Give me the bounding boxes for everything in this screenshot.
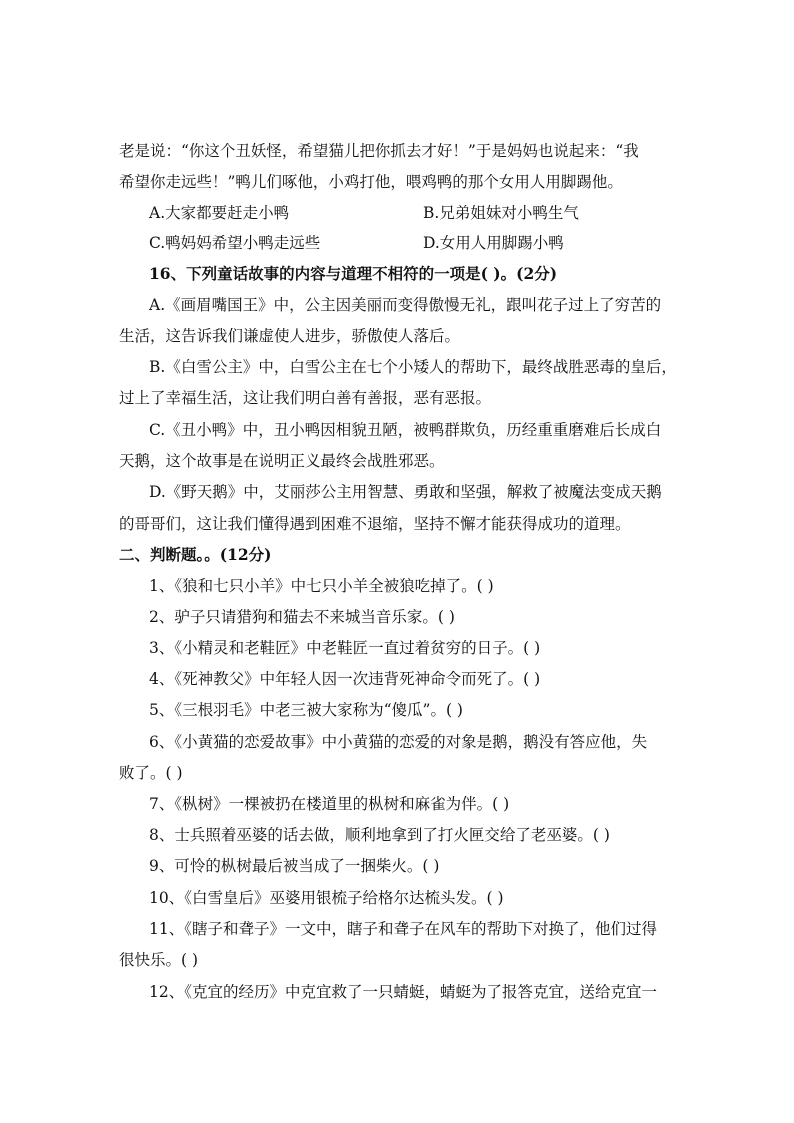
judge-item-6-line-2: 败了。( ) [119, 764, 183, 782]
q16-option-d-line-2: 的哥哥们，这让我们懂得遇到困难不退缩，坚持不懈才能获得成功的道理。 [119, 515, 631, 533]
q15-option-d: D.女用人用脚踢小鸭 [423, 234, 564, 252]
judge-item-9: 9、可怜的枞树最后被当成了一捆柴火。( ) [149, 857, 440, 875]
q16-option-c-line-2: 天鹅，这个故事是在说明正义最终会战胜邪恶。 [119, 452, 445, 470]
judge-item-12-line-1: 12、《克宜的经历》中克宜救了一只蜻蜓，蜻蜓为了报答克宜，送给克宜一 [149, 983, 657, 1001]
q16-option-a-line-2: 生活，这告诉我们谦虚使人进步，骄傲使人落后。 [119, 327, 461, 345]
q15-text-line-2: 希望你走远些！”鸭儿们啄他，小鸡打他，喂鸡鸭的那个女用人用脚踢他。 [119, 173, 623, 191]
judge-item-6-line-1: 6、《小黄猫的恋爱故事》中小黄猫的恋爱的对象是鹅，鹅没有答应他，失 [149, 733, 648, 751]
q16-option-b-line-2: 过上了幸福生活，这让我们明白善有善报，恶有恶报。 [119, 389, 492, 407]
q16-option-d-line-1: D.《野天鹅》中，艾丽莎公主用智慧、勇敢和坚强，解救了被魔法变成天鹅 [149, 483, 662, 501]
judge-item-10: 10、《白雪皇后》巫婆用银梳子给格尔达梳头发。( ) [149, 889, 504, 907]
q15-option-a: A.大家都要赶走小鸭 [149, 204, 290, 222]
q16-option-a-line-1: A.《画眉嘴国王》中，公主因美丽而变得傲慢无礼，跟叫花子过上了穷苦的 [149, 296, 662, 314]
judge-item-2: 2、驴子只请猎狗和猫去不来城当音乐家。( ) [149, 608, 455, 626]
q15-text-line-1: 老是说：“你这个丑妖怪，希望猫儿把你抓去才好！”于是妈妈也说起来：“我 [119, 142, 639, 160]
q15-option-c: C.鸭妈妈希望小鸭走远些 [149, 234, 321, 252]
q16-option-b-line-1: B.《白雪公主》中，白雪公主在七个小矮人的帮助下，最终战胜恶毒的皇后， [149, 358, 677, 376]
q16-title: 16、下列童话故事的内容与道理不相符的一项是( )。(2分) [149, 264, 558, 283]
judge-item-3: 3、《小精灵和老鞋匠》中老鞋匠一直过着贫穷的日子。( ) [149, 639, 541, 657]
judge-item-4: 4、《死神教父》中年轻人因一次违背死神命令而死了。( ) [149, 670, 541, 688]
judge-item-1: 1、《狼和七只小羊》中七只小羊全被狼吃掉了。( ) [149, 577, 494, 595]
judge-item-8: 8、士兵照着巫婆的话去做，顺利地拿到了打火匣交给了老巫婆。( ) [149, 826, 610, 844]
judge-item-5: 5、《三根羽毛》中老三被大家称为“傻瓜”。( ) [149, 701, 463, 719]
judge-item-11-line-1: 11、《瞎子和聋子》一文中，瞎子和聋子在风车的帮助下对换了，他们过得 [149, 920, 657, 938]
judge-item-11-line-2: 很快乐。( ) [119, 951, 199, 969]
q16-option-c-line-1: C.《丑小鸭》中，丑小鸭因相貌丑陋，被鸭群欺负，历经重重磨难后长成白 [149, 421, 662, 439]
section-2-title: 二、判断题。。(12分) [119, 545, 272, 564]
q15-option-b: B.兄弟姐妹对小鸭生气 [423, 204, 579, 222]
judge-item-7: 7、《枞树》一棵被扔在楼道里的枞树和麻雀为伴。( ) [149, 795, 510, 813]
